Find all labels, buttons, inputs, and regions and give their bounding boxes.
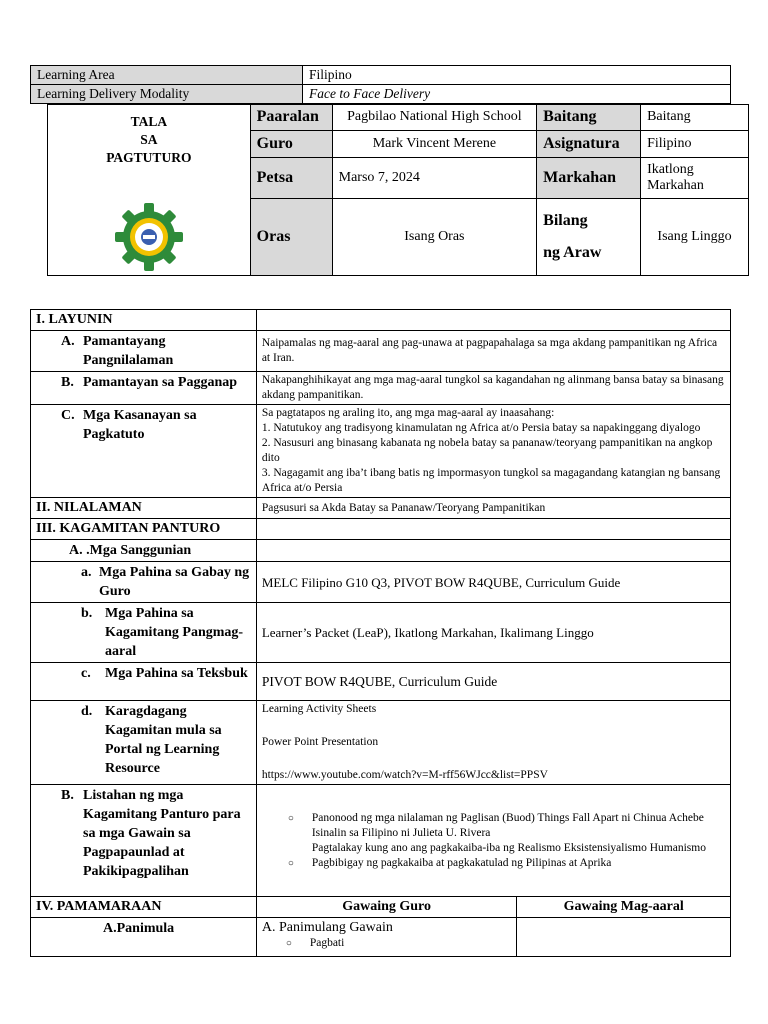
- asignatura-value: Filipino: [641, 130, 749, 157]
- learning-area-label: Learning Area: [31, 66, 303, 85]
- oras-label: Oras: [250, 199, 332, 276]
- layunin-title: I. LAYUNIN: [31, 310, 257, 331]
- markahan-label: Markahan: [537, 158, 641, 199]
- list-item: ○ Pagbati: [286, 936, 512, 951]
- list-item: ○ Pagbibigay ng pagkakaiba at pagkakatulad ng Pilipinas at Aprika: [288, 856, 725, 871]
- lesson-table: [30, 309, 731, 957]
- guro-label: Guro: [250, 130, 332, 157]
- list-item: ○ Panonood ng mga nilalaman ng Paglisan (Buod) Things Fall Apart ni Chinua Achebe Isinalin sa Filipino ni Julieta U. Rivera Pagtalakay kung ano ang pagkakaiba-iba ng Realismo Eksistensiyalismo Humanismo: [288, 811, 725, 856]
- guro-value: Mark Vincent Merene: [332, 130, 537, 157]
- pamamaraan-title: IV. PAMAMARAAN: [31, 897, 257, 918]
- sanggunian-label: A. .Mga Sanggunian: [31, 540, 257, 562]
- learning-area-value: Filipino: [303, 66, 731, 85]
- gabay-guro-label: a. Mga Pahina sa Gabay ng Guro: [31, 562, 257, 603]
- gabay-guro-value: MELC Filipino G10 Q3, PIVOT BOW R4QUBE, Curriculum Guide: [256, 562, 730, 603]
- kasanayan-value: Sa pagtatapos ng araling ito, ang mga mag-aaral ay inaasahang: 1. Natutukoy ang tradisyong kinamulatan ng Africa at/o Persia batay sa napakinggang diyalogo 2. Nasusuri ang binasang kabanata ng nobela batay sa pananaw/teoryang pampanitikan na angkop dito 3. Nagagamit ang iba’t ibang batis ng impormasyon tungkol sa magagandang katangian ng bansang Africa at/o Persia: [256, 405, 730, 498]
- panimulang-gawain: A. Panimulang Gawain: [261, 920, 393, 935]
- kagamitang-pangmag-aaral-label: b. Mga Pahina sa Kagamitang Pangmag-aaral: [31, 603, 257, 663]
- listahan-label: B. Listahan ng mga Kagamitang Panturo para sa mga Gawain sa Pagpapaunlad at Pakikipagpalihan: [31, 785, 257, 897]
- gawaing-mag-aaral-header: Gawaing Mag-aaral: [517, 897, 731, 918]
- paaralan-value: Pagbilao National High School: [332, 105, 537, 131]
- teksbuk-label: c. Mga Pahina sa Teksbuk: [31, 663, 257, 701]
- gawaing-guro-header: Gawaing Guro: [256, 897, 517, 918]
- pamantayang-pangnilalaman-value: Naipamalas ng mag-aaral ang pag-unawa at pagpapahalaga sa mga akdang pampanitikan ng Africa at Iran.: [256, 331, 730, 372]
- deped-logo: [54, 201, 244, 273]
- pamantayan-sa-pagganap-label: B. Pamantayan sa Pagganap: [31, 372, 257, 405]
- delivery-modality-value: Face to Face Delivery: [303, 85, 731, 104]
- karagdagang-kagamitan-value: Learning Activity Sheets Power Point Presentation https://www.youtube.com/watch?v=M-rff56WJcc&list=PPSV: [256, 701, 730, 785]
- karagdagang-kagamitan-label: d. Karagdagang Kagamitan mula sa Portal ng Learning Resource: [31, 701, 257, 785]
- teksbuk-value: PIVOT BOW R4QUBE, Curriculum Guide: [256, 663, 730, 701]
- baitang-label: Baitang: [537, 105, 641, 131]
- kagamitan-title: III. KAGAMITAN PANTURO: [31, 519, 257, 540]
- tala-cell: [48, 105, 251, 276]
- markahan-value: Ikatlong Markahan: [641, 158, 749, 199]
- listahan-value: [256, 785, 730, 897]
- oras-value: Isang Oras: [332, 199, 537, 276]
- nilalaman-title: II. NILALAMAN: [31, 498, 257, 519]
- asignatura-label: Asignatura: [537, 130, 641, 157]
- paaralan-label: Paaralan: [250, 105, 332, 131]
- nilalaman-value: Pagsusuri sa Akda Batay sa Pananaw/Teoryang Pampanitikan: [256, 498, 730, 519]
- delivery-modality-label: Learning Delivery Modality: [31, 85, 303, 104]
- kasanayan-label: C. Mga Kasanayan sa Pagkatuto: [31, 405, 257, 498]
- petsa-value: Marso 7, 2024: [332, 158, 537, 199]
- baitang-value: Baitang: [641, 105, 749, 131]
- panimula-label: A.Panimula: [31, 918, 257, 957]
- petsa-label: Petsa: [250, 158, 332, 199]
- bilang-ng-araw-value: Isang Linggo: [641, 199, 749, 276]
- header-table: [47, 104, 749, 276]
- pamantayan-sa-pagganap-value: Nakapanghihikayat ang mga mag-aaral tungkol sa kagandahan ng alinmang bansa batay sa binasang akdang pampanitikan.: [256, 372, 730, 405]
- gear-seal-icon: [113, 201, 185, 273]
- modality-table: [30, 65, 731, 104]
- pamantayang-pangnilalaman-label: A. Pamantayang Pangnilalaman: [31, 331, 257, 372]
- tala-title: TALA SA PAGTUTURO: [106, 114, 192, 165]
- kagamitang-pangmag-aaral-value: Learner’s Packet (LeaP), Ikatlong Markahan, Ikalimang Linggo: [256, 603, 730, 663]
- bilang-ng-araw-label: Bilang ng Araw: [537, 199, 641, 276]
- panimula-cell: [256, 918, 517, 957]
